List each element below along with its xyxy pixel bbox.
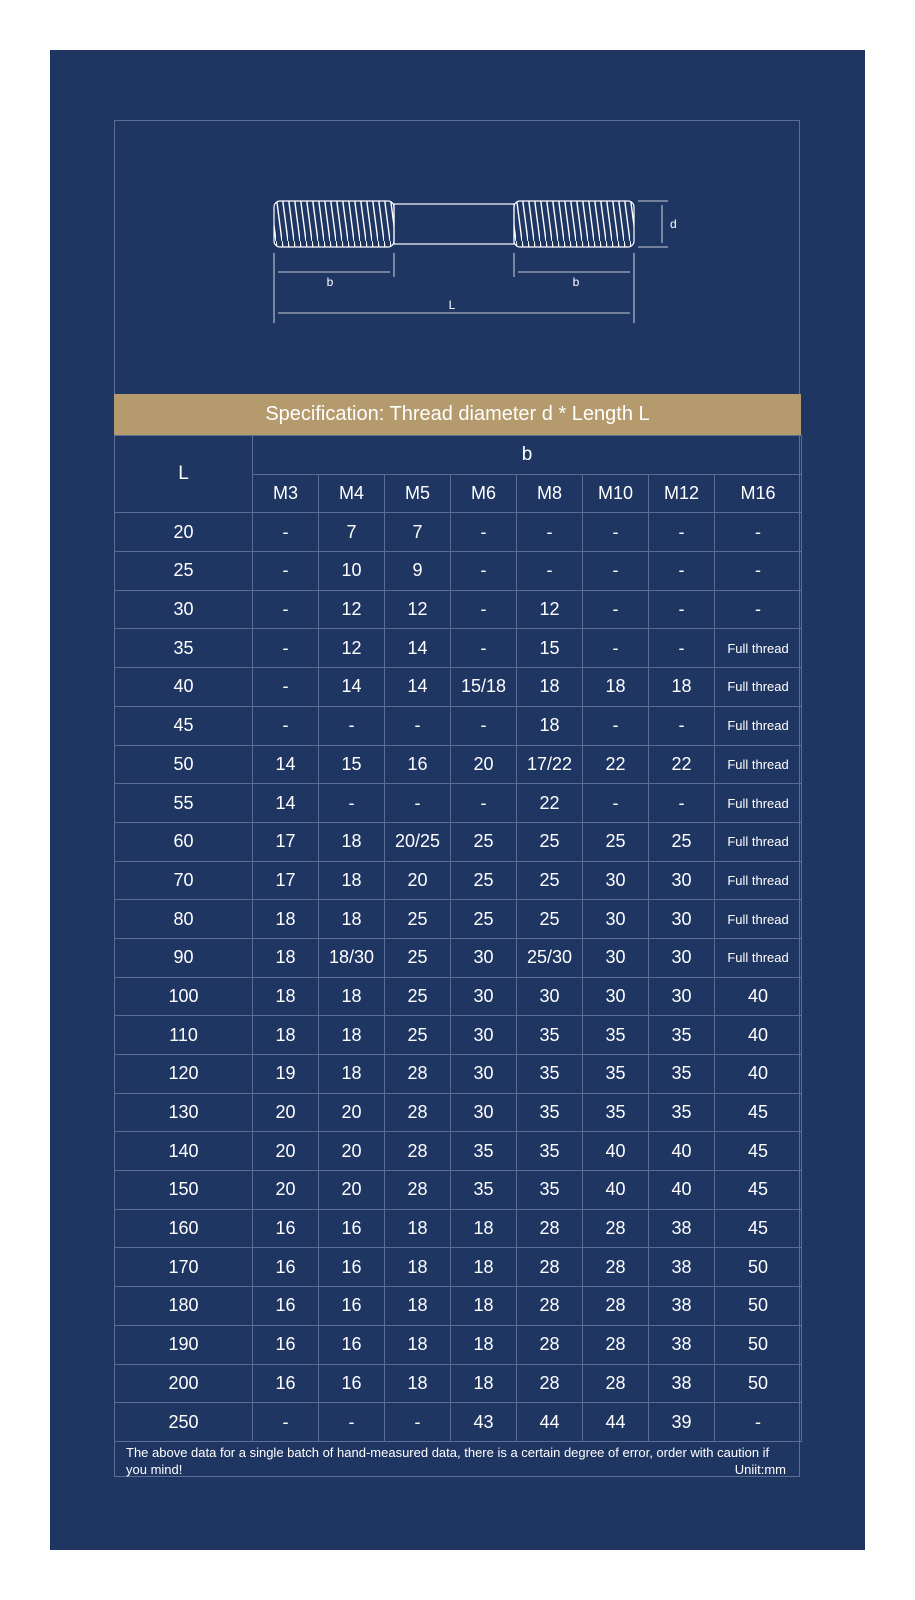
value-cell: - [385, 1403, 451, 1442]
value-cell: 40 [583, 1171, 649, 1210]
value-cell: - [715, 1403, 802, 1442]
value-cell: - [253, 1403, 319, 1442]
value-cell: 28 [583, 1287, 649, 1326]
length-cell: 40 [115, 668, 253, 707]
value-cell: 16 [319, 1325, 385, 1364]
value-cell: 45 [715, 1093, 802, 1132]
table-row [115, 1209, 802, 1248]
value-cell: 25 [385, 938, 451, 977]
length-cell: 70 [115, 861, 253, 900]
table-row [115, 1016, 802, 1055]
value-cell: 30 [451, 1055, 517, 1094]
value-cell: Full thread [715, 745, 802, 784]
value-cell: - [583, 784, 649, 823]
table-row [115, 1248, 802, 1287]
value-cell: 28 [385, 1055, 451, 1094]
length-cell: 45 [115, 706, 253, 745]
value-cell: 18 [319, 822, 385, 861]
value-cell: 7 [319, 513, 385, 552]
table-row [115, 900, 802, 939]
value-cell: 25 [385, 977, 451, 1016]
value-cell: 18 [649, 668, 715, 707]
length-cell: 30 [115, 590, 253, 629]
table-row [115, 1325, 802, 1364]
value-cell: - [583, 629, 649, 668]
value-cell: - [319, 1403, 385, 1442]
value-cell: - [451, 513, 517, 552]
value-cell: 40 [649, 1171, 715, 1210]
value-cell: 20 [451, 745, 517, 784]
value-cell: - [649, 706, 715, 745]
spec-table [114, 435, 802, 1442]
value-cell: 28 [517, 1287, 583, 1326]
value-cell: 10 [319, 552, 385, 591]
value-cell: 20 [253, 1093, 319, 1132]
value-cell: 28 [583, 1325, 649, 1364]
table-row [115, 590, 802, 629]
value-cell: 17 [253, 861, 319, 900]
value-cell: Full thread [715, 861, 802, 900]
table-row [115, 629, 802, 668]
value-cell: 28 [385, 1093, 451, 1132]
l-header: L [115, 436, 253, 513]
value-cell: 18 [385, 1209, 451, 1248]
value-cell: - [385, 706, 451, 745]
length-cell: 250 [115, 1403, 253, 1442]
table-row [115, 784, 802, 823]
value-cell: 25 [385, 1016, 451, 1055]
length-cell: 90 [115, 938, 253, 977]
table-row [115, 1287, 802, 1326]
value-cell: - [451, 552, 517, 591]
value-cell: 25 [517, 900, 583, 939]
value-cell: 30 [649, 861, 715, 900]
value-cell: 35 [517, 1132, 583, 1171]
value-cell: 18 [451, 1364, 517, 1403]
value-cell: 35 [583, 1093, 649, 1132]
header-row-top [115, 436, 802, 475]
value-cell: 22 [583, 745, 649, 784]
value-cell: 14 [253, 745, 319, 784]
value-cell: 35 [517, 1016, 583, 1055]
value-cell: 17/22 [517, 745, 583, 784]
value-cell: - [451, 590, 517, 629]
value-cell: 22 [517, 784, 583, 823]
column-header: M16 [715, 474, 802, 513]
value-cell: 30 [451, 938, 517, 977]
length-cell: 55 [115, 784, 253, 823]
value-cell: 16 [319, 1209, 385, 1248]
table-row [115, 706, 802, 745]
value-cell: 16 [253, 1248, 319, 1287]
value-cell: 40 [715, 1016, 802, 1055]
table-row [115, 1364, 802, 1403]
value-cell: - [451, 706, 517, 745]
value-cell: Full thread [715, 938, 802, 977]
footer [126, 1444, 786, 1478]
value-cell: 18 [253, 1016, 319, 1055]
value-cell: 18 [253, 977, 319, 1016]
value-cell: 15/18 [451, 668, 517, 707]
value-cell: - [649, 629, 715, 668]
value-cell: 16 [253, 1209, 319, 1248]
value-cell: 40 [649, 1132, 715, 1171]
value-cell: 18 [319, 1055, 385, 1094]
length-cell: 200 [115, 1364, 253, 1403]
value-cell: 28 [385, 1171, 451, 1210]
value-cell: 44 [517, 1403, 583, 1442]
value-cell: 30 [517, 977, 583, 1016]
length-cell: 140 [115, 1132, 253, 1171]
value-cell: 15 [517, 629, 583, 668]
length-cell: 60 [115, 822, 253, 861]
label-b-right: b [572, 275, 580, 289]
value-cell: 38 [649, 1325, 715, 1364]
value-cell: 18 [385, 1325, 451, 1364]
table-row [115, 1132, 802, 1171]
specification-banner: Specification: Thread diameter d * Length L [114, 394, 801, 435]
value-cell: - [451, 784, 517, 823]
value-cell: 16 [319, 1287, 385, 1326]
value-cell: - [583, 706, 649, 745]
value-cell: 28 [517, 1209, 583, 1248]
table-row [115, 513, 802, 552]
value-cell: 30 [451, 1093, 517, 1132]
value-cell: 18/30 [319, 938, 385, 977]
value-cell: 35 [649, 1093, 715, 1132]
table-row [115, 1055, 802, 1094]
value-cell: 30 [649, 938, 715, 977]
value-cell: - [253, 706, 319, 745]
value-cell: 16 [319, 1248, 385, 1287]
value-cell: 20 [253, 1171, 319, 1210]
value-cell: 25 [583, 822, 649, 861]
value-cell: 15 [319, 745, 385, 784]
value-cell: 25 [649, 822, 715, 861]
value-cell: 14 [253, 784, 319, 823]
value-cell: 25 [451, 900, 517, 939]
value-cell: - [715, 552, 802, 591]
value-cell: 18 [385, 1248, 451, 1287]
table-row [115, 822, 802, 861]
value-cell: 18 [451, 1287, 517, 1326]
value-cell: - [253, 629, 319, 668]
length-cell: 80 [115, 900, 253, 939]
value-cell: - [649, 590, 715, 629]
value-cell: - [583, 590, 649, 629]
value-cell: - [649, 784, 715, 823]
value-cell: 40 [715, 977, 802, 1016]
table-row [115, 1171, 802, 1210]
length-cell: 50 [115, 745, 253, 784]
value-cell: - [649, 513, 715, 552]
length-cell: 180 [115, 1287, 253, 1326]
column-header: M10 [583, 474, 649, 513]
value-cell: - [715, 513, 802, 552]
value-cell: 18 [517, 668, 583, 707]
table-row [115, 668, 802, 707]
value-cell: 35 [649, 1016, 715, 1055]
stud-bolt-shape [274, 201, 634, 247]
value-cell: 43 [451, 1403, 517, 1442]
value-cell: - [517, 552, 583, 591]
footer-note: The above data for a single batch of hand-measured data, there is a certain degree of error, order with caution if you mind! [126, 1445, 770, 1477]
value-cell: 16 [253, 1325, 319, 1364]
table-row [115, 745, 802, 784]
table-row [115, 938, 802, 977]
value-cell: 16 [253, 1287, 319, 1326]
value-cell: 18 [253, 938, 319, 977]
length-cell: 100 [115, 977, 253, 1016]
length-cell: 20 [115, 513, 253, 552]
value-cell: 25 [385, 900, 451, 939]
value-cell: 20 [319, 1171, 385, 1210]
column-header: M6 [451, 474, 517, 513]
value-cell: 18 [319, 900, 385, 939]
value-cell: - [451, 629, 517, 668]
length-cell: 110 [115, 1016, 253, 1055]
column-header: M8 [517, 474, 583, 513]
value-cell: 38 [649, 1209, 715, 1248]
value-cell: 12 [385, 590, 451, 629]
value-cell: 18 [385, 1287, 451, 1326]
length-cell: 160 [115, 1209, 253, 1248]
table-row [115, 977, 802, 1016]
column-header: M5 [385, 474, 451, 513]
length-cell: 25 [115, 552, 253, 591]
table-row [115, 861, 802, 900]
value-cell: 40 [715, 1055, 802, 1094]
value-cell: 28 [385, 1132, 451, 1171]
value-cell: - [319, 706, 385, 745]
value-cell: 35 [451, 1132, 517, 1171]
value-cell: 18 [319, 977, 385, 1016]
value-cell: 30 [583, 900, 649, 939]
value-cell: 38 [649, 1364, 715, 1403]
value-cell: 50 [715, 1248, 802, 1287]
value-cell: 20 [253, 1132, 319, 1171]
value-cell: 35 [517, 1093, 583, 1132]
value-cell: 30 [649, 977, 715, 1016]
value-cell: 20 [385, 861, 451, 900]
label-d: d [670, 217, 677, 231]
value-cell: 18 [385, 1364, 451, 1403]
length-cell: 170 [115, 1248, 253, 1287]
value-cell: 45 [715, 1209, 802, 1248]
value-cell: 30 [649, 900, 715, 939]
column-header: M3 [253, 474, 319, 513]
value-cell: 12 [319, 590, 385, 629]
column-header: M4 [319, 474, 385, 513]
value-cell: 16 [253, 1364, 319, 1403]
value-cell: 22 [649, 745, 715, 784]
value-cell: 30 [583, 938, 649, 977]
value-cell: 25 [517, 861, 583, 900]
value-cell: - [649, 552, 715, 591]
value-cell: 30 [583, 977, 649, 1016]
value-cell: 20 [319, 1132, 385, 1171]
value-cell: - [715, 590, 802, 629]
value-cell: 25 [451, 861, 517, 900]
value-cell: 14 [319, 668, 385, 707]
value-cell: - [253, 590, 319, 629]
value-cell: - [319, 784, 385, 823]
b-header: b [253, 436, 802, 475]
value-cell: 9 [385, 552, 451, 591]
length-cell: 190 [115, 1325, 253, 1364]
value-cell: 28 [517, 1364, 583, 1403]
value-cell: 35 [649, 1055, 715, 1094]
value-cell: - [253, 513, 319, 552]
value-cell: 14 [385, 629, 451, 668]
value-cell: 45 [715, 1132, 802, 1171]
value-cell: 16 [385, 745, 451, 784]
length-cell: 150 [115, 1171, 253, 1210]
value-cell: 35 [451, 1171, 517, 1210]
value-cell: 28 [583, 1209, 649, 1248]
value-cell: Full thread [715, 706, 802, 745]
value-cell: 30 [583, 861, 649, 900]
value-cell: 18 [319, 861, 385, 900]
value-cell: 35 [583, 1055, 649, 1094]
value-cell: 44 [583, 1403, 649, 1442]
value-cell: - [385, 784, 451, 823]
value-cell: 20 [319, 1093, 385, 1132]
value-cell: Full thread [715, 822, 802, 861]
value-cell: Full thread [715, 900, 802, 939]
value-cell: Full thread [715, 668, 802, 707]
value-cell: 18 [451, 1248, 517, 1287]
value-cell: 14 [385, 668, 451, 707]
value-cell: 30 [451, 977, 517, 1016]
label-l: L [448, 298, 456, 312]
value-cell: 18 [583, 668, 649, 707]
value-cell: 25 [451, 822, 517, 861]
value-cell: 28 [583, 1364, 649, 1403]
value-cell: 18 [517, 706, 583, 745]
value-cell: 12 [517, 590, 583, 629]
value-cell: 35 [517, 1171, 583, 1210]
stud-bolt-diagram [270, 195, 710, 330]
value-cell: 20/25 [385, 822, 451, 861]
value-cell: 45 [715, 1171, 802, 1210]
value-cell: - [517, 513, 583, 552]
value-cell: 50 [715, 1287, 802, 1326]
value-cell: 38 [649, 1287, 715, 1326]
value-cell: 50 [715, 1325, 802, 1364]
value-cell: 17 [253, 822, 319, 861]
value-cell: - [583, 513, 649, 552]
length-cell: 120 [115, 1055, 253, 1094]
value-cell: - [583, 552, 649, 591]
value-cell: 25 [517, 822, 583, 861]
column-header: M12 [649, 474, 715, 513]
value-cell: 39 [649, 1403, 715, 1442]
value-cell: 7 [385, 513, 451, 552]
value-cell: 35 [517, 1055, 583, 1094]
value-cell: 30 [451, 1016, 517, 1055]
value-cell: 50 [715, 1364, 802, 1403]
value-cell: 12 [319, 629, 385, 668]
length-cell: 130 [115, 1093, 253, 1132]
table-row [115, 552, 802, 591]
value-cell: 35 [583, 1016, 649, 1055]
value-cell: - [253, 552, 319, 591]
value-cell: 25/30 [517, 938, 583, 977]
value-cell: 28 [517, 1325, 583, 1364]
value-cell: 18 [319, 1016, 385, 1055]
table-row [115, 1403, 802, 1442]
value-cell: - [253, 668, 319, 707]
table-row [115, 1093, 802, 1132]
value-cell: 18 [253, 900, 319, 939]
unit-label: Uniit:mm [734, 1462, 786, 1477]
length-cell: 35 [115, 629, 253, 668]
value-cell: 28 [517, 1248, 583, 1287]
value-cell: Full thread [715, 629, 802, 668]
value-cell: 19 [253, 1055, 319, 1094]
value-cell: 38 [649, 1248, 715, 1287]
value-cell: 16 [319, 1364, 385, 1403]
value-cell: Full thread [715, 784, 802, 823]
value-cell: 18 [451, 1325, 517, 1364]
label-b-left: b [326, 275, 334, 289]
value-cell: 40 [583, 1132, 649, 1171]
value-cell: 18 [451, 1209, 517, 1248]
value-cell: 28 [583, 1248, 649, 1287]
